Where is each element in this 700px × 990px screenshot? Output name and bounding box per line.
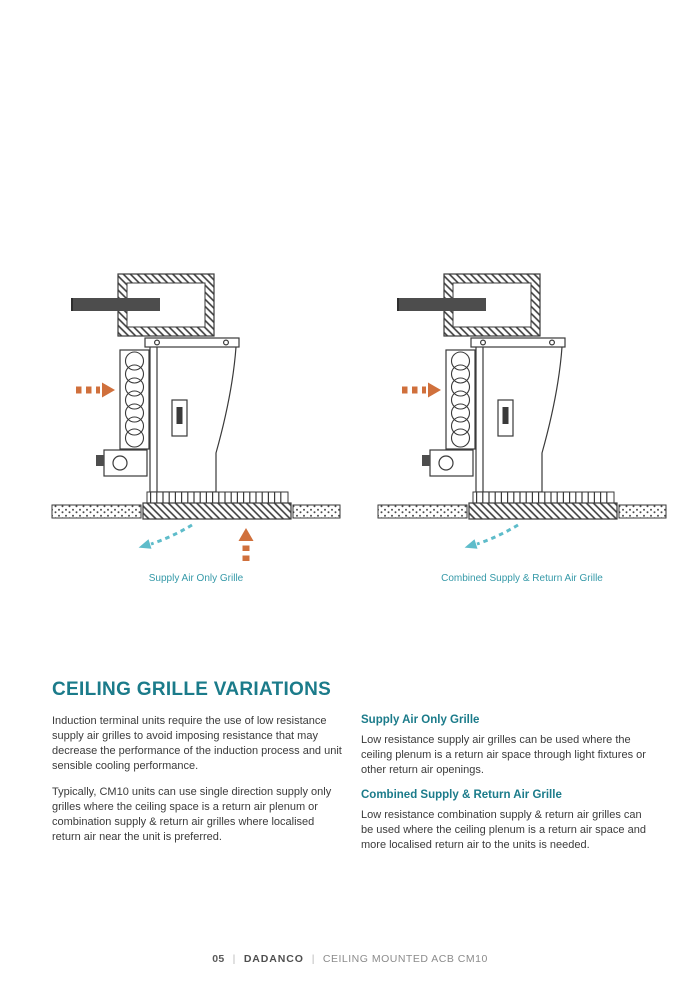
right-column bbox=[361, 714, 653, 864]
subheading-combined: Combined Supply & Return Air Grille bbox=[361, 789, 562, 802]
diagram-supply-only bbox=[50, 268, 342, 584]
induction-unit-drawing bbox=[378, 274, 666, 549]
page-footer bbox=[0, 953, 700, 965]
section-heading: CEILING GRILLE VARIATIONS bbox=[52, 679, 332, 700]
combined-paragraph: Low resistance combination supply & return air grilles can be used where the ceiling plenum is a return air space and more localised return air to the units is needed. bbox=[361, 809, 646, 852]
return-air-arrow bbox=[239, 528, 254, 561]
document-title: CEILING MOUNTED ACB CM10 bbox=[322, 953, 488, 965]
brand-name: DADANCO bbox=[243, 953, 304, 965]
combined-grille-drawing bbox=[376, 268, 668, 570]
page-number: 05 bbox=[212, 953, 225, 965]
induction-unit-drawing bbox=[52, 274, 340, 549]
subheading-supply-only: Supply Air Only Grille bbox=[361, 714, 480, 726]
intro-paragraph-1: Induction terminal units require the use of low resistance supply air grilles to avoid imposing resistance that may decrease the performance of the induction process and unit sensible cooling performance. bbox=[52, 715, 342, 773]
two-column-text bbox=[52, 714, 653, 864]
diagram-combined bbox=[376, 268, 668, 584]
content-section bbox=[52, 679, 653, 864]
supply-only-grille-drawing bbox=[50, 268, 342, 570]
intro-paragraph-2: Typically, CM10 units can use single direction supply only grilles where the ceiling space is a return air plenum or combination supply & return air grilles where localised return air near the unit is preferred. bbox=[52, 786, 332, 844]
footer-separator: | bbox=[232, 953, 236, 965]
diagram-caption-left: Supply Air Only Grille bbox=[148, 573, 244, 584]
supply-only-paragraph: Low resistance supply air grilles can be used where the ceiling plenum is a return air space through light fixtures or other return air openings. bbox=[361, 734, 646, 777]
left-column bbox=[52, 714, 344, 864]
diagram-caption-right: Combined Supply & Return Air Grille bbox=[441, 573, 603, 584]
footer-separator: | bbox=[311, 953, 315, 965]
